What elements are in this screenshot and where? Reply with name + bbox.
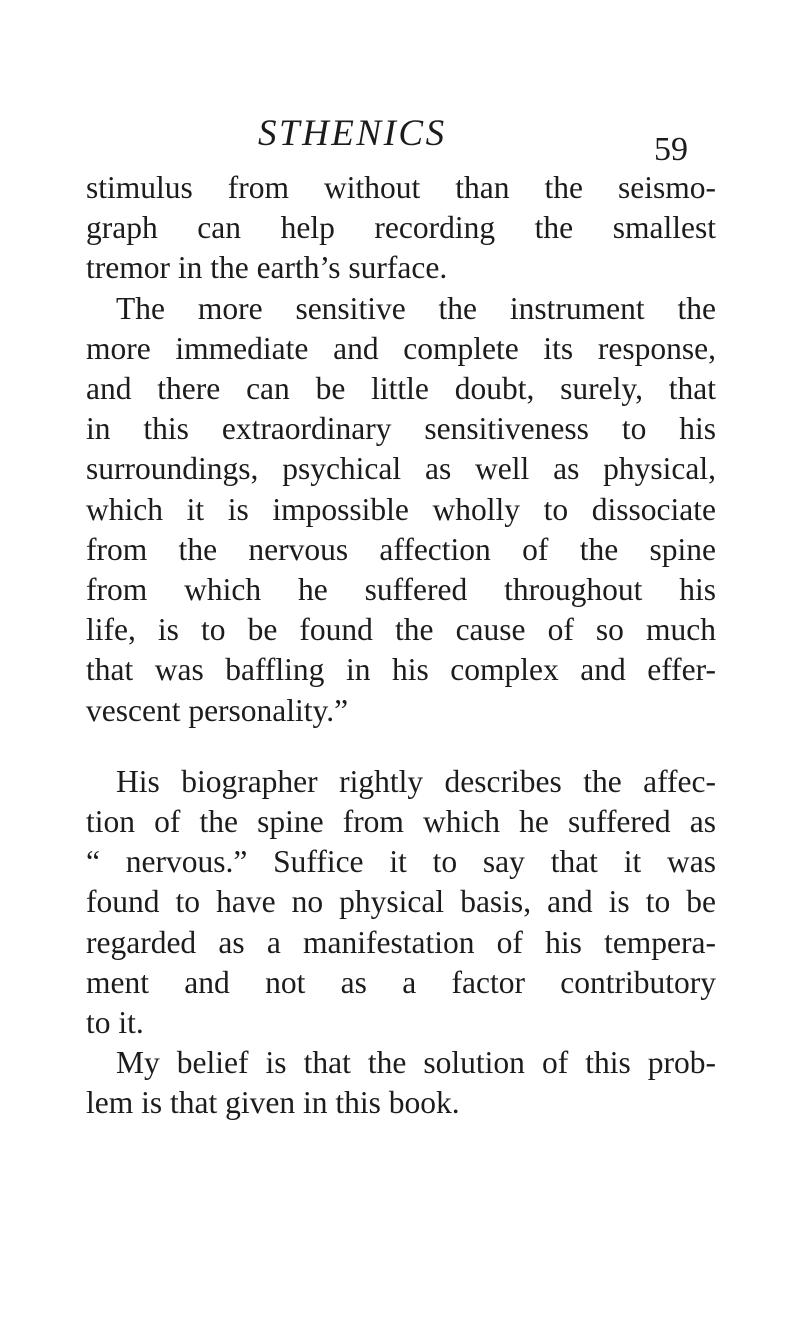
body-text <box>86 168 716 1124</box>
paragraph-1 <box>86 168 716 289</box>
text-line: life, is to be found the cause of so much <box>86 612 716 648</box>
text-line: and there can be little doubt, surely, that <box>86 371 716 407</box>
text-line: tion of the spine from which he suffered as <box>86 804 716 840</box>
text-line: in this extraordinary sensitiveness to his <box>86 411 716 447</box>
text-line: more immediate and complete its response, <box>86 330 716 366</box>
text-line: that was baffling in his complex and effer- <box>86 652 716 688</box>
paragraph-3 <box>86 762 716 1043</box>
text-line: lem is that given in this book. <box>86 1085 460 1121</box>
text-line: from the nervous affection of the spine <box>86 531 716 567</box>
text-line: from which he suffered throughout his <box>86 572 716 608</box>
text-line: vescent personality.” <box>86 692 349 728</box>
text-line: His biographer rightly describes the affec- <box>116 763 716 799</box>
text-line: found to have no physical basis, and is to be <box>86 884 716 920</box>
text-line: ment and not as a factor contributory <box>86 964 716 1000</box>
text-line: surroundings, psychical as well as physical, <box>86 451 716 487</box>
text-line: regarded as a manifestation of his tempera- <box>86 924 716 960</box>
paragraph-2 <box>86 289 716 731</box>
text-line: stimulus from without than the seismo- <box>86 170 716 205</box>
text-line: My belief is that the solution of this prob- <box>116 1045 716 1081</box>
text-line: The more sensitive the instrument the <box>116 290 716 326</box>
paragraph-4 <box>86 1043 716 1123</box>
text-line: which it is impossible wholly to dissociate <box>86 491 716 527</box>
text-line: graph can help recording the smallest <box>86 210 716 246</box>
text-line: to it. <box>86 1005 144 1041</box>
page-header <box>0 112 800 168</box>
text-line: “ nervous.” Suffice it to say that it was <box>86 844 716 880</box>
page-number: 59 <box>654 131 688 168</box>
text-line: tremor in the earth’s surface. <box>86 250 448 286</box>
running-head: STHENICS <box>258 113 447 154</box>
